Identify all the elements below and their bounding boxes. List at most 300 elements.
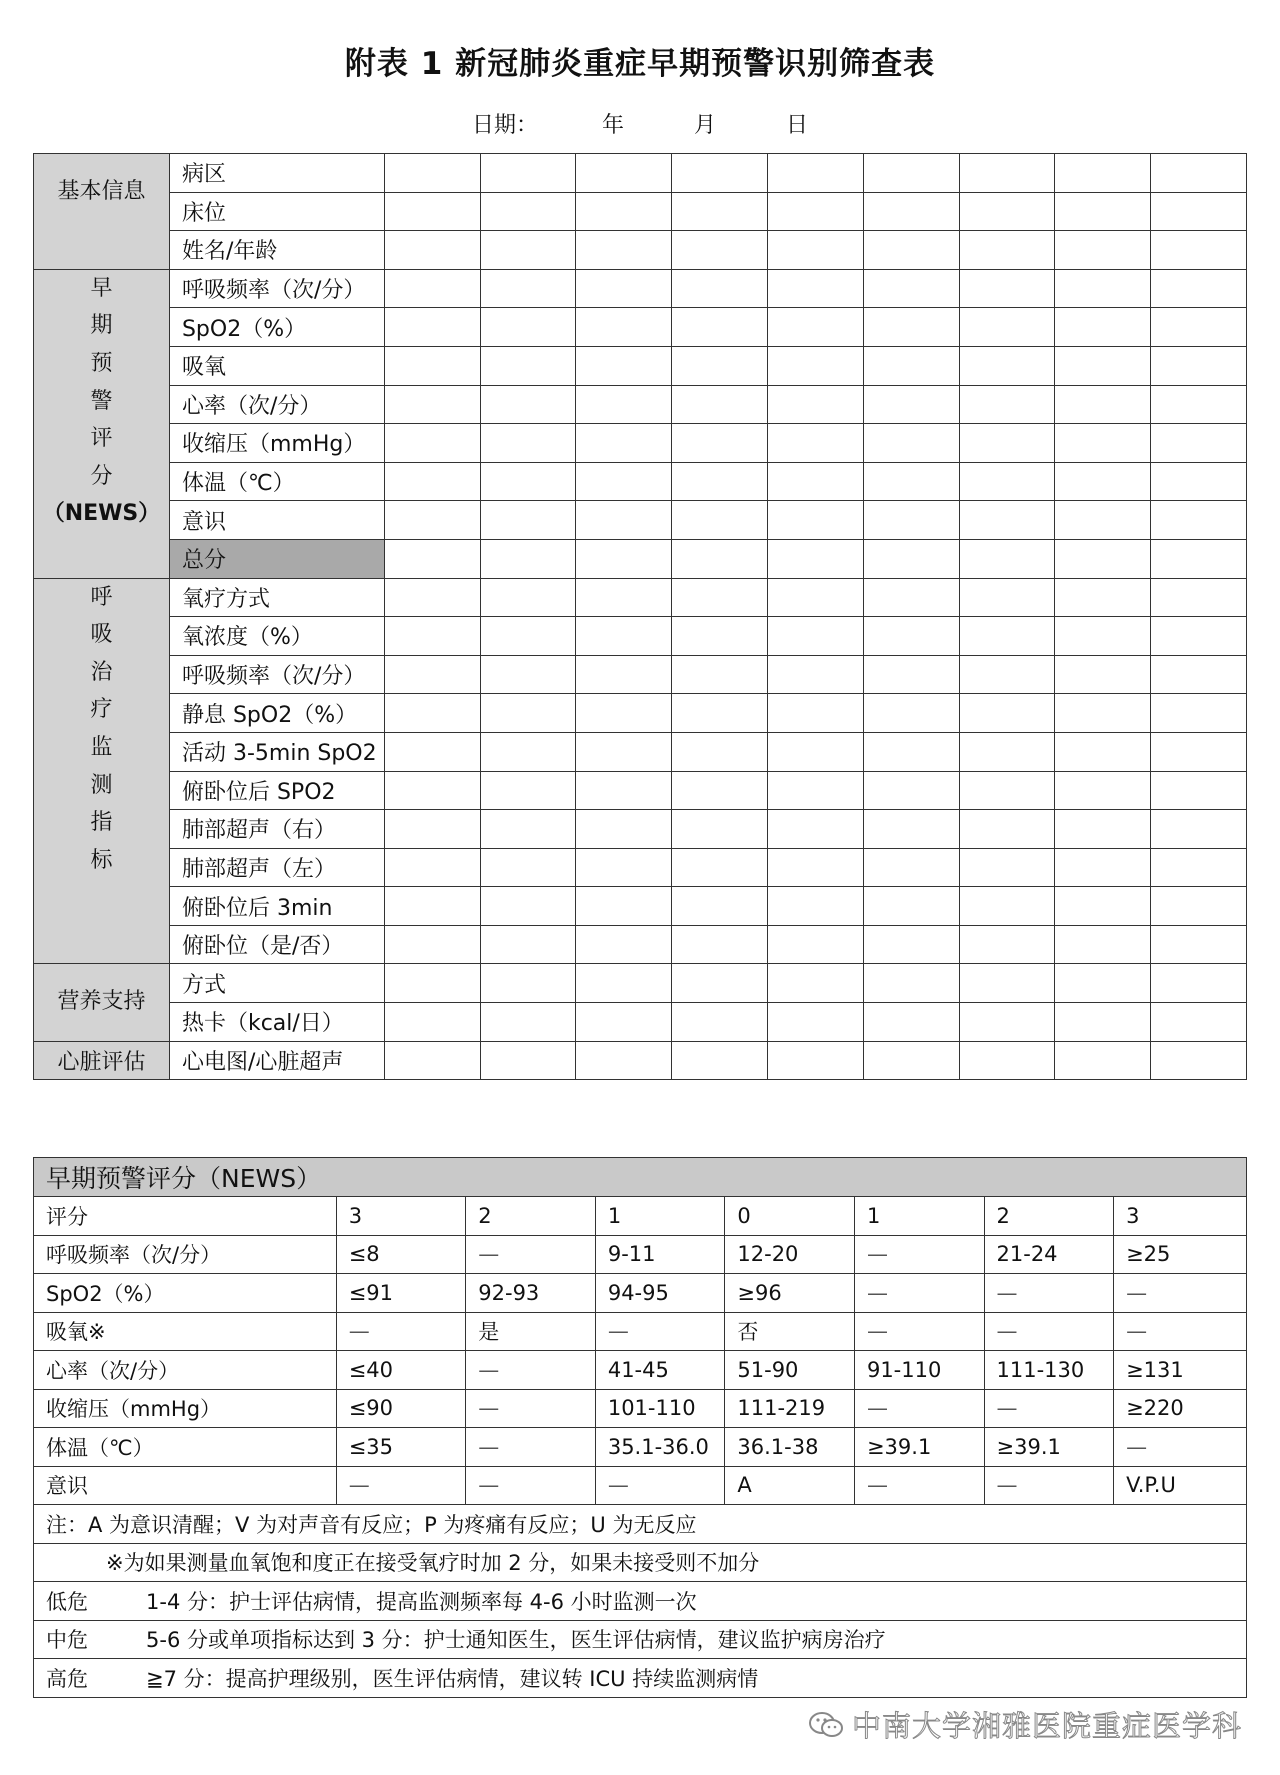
entry-cell[interactable] (1151, 154, 1247, 193)
score-cell: ≥39.1 (984, 1428, 1114, 1467)
score-cell: 92-93 (466, 1274, 596, 1313)
entry-cell[interactable] (1151, 462, 1247, 501)
entry-cell[interactable] (768, 1003, 864, 1042)
row-label: 吸氧 (169, 346, 384, 385)
entry-cell[interactable] (672, 771, 768, 810)
table-row (34, 231, 1247, 270)
entry-cell[interactable] (1055, 308, 1151, 347)
entry-cell[interactable] (1151, 694, 1247, 733)
table-row (34, 1041, 1247, 1080)
entry-cell[interactable] (863, 346, 959, 385)
entry-cell[interactable] (672, 154, 768, 193)
entry-cell[interactable] (768, 810, 864, 849)
entry-cell[interactable] (384, 424, 480, 463)
entry-cell[interactable] (384, 617, 480, 656)
entry-cell[interactable] (1055, 1041, 1151, 1080)
table-row (34, 655, 1247, 694)
entry-cell[interactable] (576, 771, 672, 810)
entry-cell[interactable] (480, 848, 576, 887)
entry-cell[interactable] (959, 269, 1055, 308)
entry-cell[interactable] (480, 617, 576, 656)
score-cell: — (336, 1466, 466, 1505)
entry-cell[interactable] (1151, 732, 1247, 771)
score-cell: ≤8 (336, 1235, 466, 1274)
entry-cell[interactable] (576, 462, 672, 501)
entry-cell[interactable] (863, 578, 959, 617)
entry-cell[interactable] (863, 424, 959, 463)
entry-cell[interactable] (672, 462, 768, 501)
entry-cell[interactable] (384, 925, 480, 964)
entry-cell[interactable] (1151, 192, 1247, 231)
entry-cell[interactable] (959, 732, 1055, 771)
entry-cell[interactable] (384, 964, 480, 1003)
entry-cell[interactable] (576, 424, 672, 463)
table-row (34, 424, 1247, 463)
entry-cell[interactable] (1055, 154, 1151, 193)
header-cell: 3 (336, 1197, 466, 1236)
entry-cell[interactable] (959, 964, 1055, 1003)
entry-cell[interactable] (576, 848, 672, 887)
entry-cell[interactable] (576, 810, 672, 849)
row-label: 心率（次/分） (169, 385, 384, 424)
section-label-char: 治 (90, 659, 113, 685)
entry-cell[interactable] (384, 771, 480, 810)
risk-level-name: 高危 (46, 1666, 88, 1691)
entry-cell[interactable] (384, 192, 480, 231)
entry-cell[interactable] (1151, 539, 1247, 578)
entry-cell[interactable] (1055, 732, 1151, 771)
entry-cell[interactable] (384, 655, 480, 694)
entry-cell[interactable] (1151, 964, 1247, 1003)
row-label: 方式 (169, 964, 384, 1003)
entry-cell[interactable] (1151, 925, 1247, 964)
entry-cell[interactable] (576, 501, 672, 540)
score-cell: — (595, 1466, 725, 1505)
entry-cell[interactable] (1151, 1003, 1247, 1042)
entry-cell[interactable] (768, 1041, 864, 1080)
entry-cell[interactable] (863, 539, 959, 578)
table-row (34, 694, 1247, 733)
entry-cell[interactable] (1055, 771, 1151, 810)
watermark-text: 中南大学湘雅医院重症医学科 (851, 1709, 1242, 1743)
entry-cell[interactable] (1055, 462, 1151, 501)
row-label: 病区 (169, 154, 384, 193)
entry-cell[interactable] (959, 694, 1055, 733)
entry-cell[interactable] (672, 539, 768, 578)
entry-cell[interactable] (959, 385, 1055, 424)
entry-cell[interactable] (768, 269, 864, 308)
entry-cell[interactable] (768, 539, 864, 578)
entry-cell[interactable] (480, 269, 576, 308)
table-row (34, 1158, 1247, 1197)
score-cell: 9-11 (595, 1235, 725, 1274)
entry-cell[interactable] (768, 385, 864, 424)
entry-cell[interactable] (384, 848, 480, 887)
entry-cell[interactable] (959, 1003, 1055, 1042)
table-row (34, 1428, 1247, 1467)
entry-cell[interactable] (863, 617, 959, 656)
entry-cell[interactable] (768, 887, 864, 926)
entry-cell[interactable] (1055, 617, 1151, 656)
entry-cell[interactable] (480, 771, 576, 810)
row-label: 呼吸频率（次/分） (34, 1235, 337, 1274)
entry-cell[interactable] (480, 192, 576, 231)
entry-cell[interactable] (959, 578, 1055, 617)
entry-cell[interactable] (1151, 771, 1247, 810)
entry-cell[interactable] (384, 578, 480, 617)
score-cell: 是 (466, 1312, 596, 1351)
entry-cell[interactable] (576, 269, 672, 308)
entry-cell[interactable] (959, 655, 1055, 694)
entry-cell[interactable] (480, 501, 576, 540)
entry-cell[interactable] (480, 655, 576, 694)
score-cell: — (466, 1351, 596, 1390)
entry-cell[interactable] (1151, 501, 1247, 540)
entry-cell[interactable] (672, 1041, 768, 1080)
entry-cell[interactable] (672, 385, 768, 424)
score-cell: — (466, 1466, 596, 1505)
entry-cell[interactable] (576, 694, 672, 733)
entry-cell[interactable] (768, 424, 864, 463)
news-table-title: 早期预警评分（NEWS） (34, 1158, 1247, 1197)
score-cell: 否 (725, 1312, 855, 1351)
section-label (34, 269, 170, 578)
entry-cell[interactable] (959, 192, 1055, 231)
entry-cell[interactable] (480, 385, 576, 424)
row-label: SpO2（%） (169, 308, 384, 347)
entry-cell[interactable] (576, 231, 672, 270)
entry-cell[interactable] (1055, 694, 1151, 733)
entry-cell[interactable] (672, 655, 768, 694)
entry-cell[interactable] (1055, 964, 1151, 1003)
entry-cell[interactable] (384, 385, 480, 424)
entry-cell[interactable] (1055, 887, 1151, 926)
score-cell: 36.1-38 (725, 1428, 855, 1467)
entry-cell[interactable] (480, 346, 576, 385)
header-cell: 评分 (34, 1197, 337, 1236)
entry-cell[interactable] (768, 732, 864, 771)
section-label-char: 疗 (90, 697, 113, 723)
score-cell: — (1114, 1428, 1247, 1467)
entry-cell[interactable] (384, 1003, 480, 1042)
entry-cell[interactable] (863, 231, 959, 270)
row-label: 肺部超声（右） (169, 810, 384, 849)
entry-cell[interactable] (480, 694, 576, 733)
score-cell: — (854, 1389, 984, 1428)
entry-cell[interactable] (863, 771, 959, 810)
table-row (34, 617, 1247, 656)
entry-cell[interactable] (480, 539, 576, 578)
entry-cell[interactable] (480, 887, 576, 926)
score-cell: 111-130 (984, 1351, 1114, 1390)
table-row (34, 539, 1247, 578)
entry-cell[interactable] (959, 154, 1055, 193)
entry-cell[interactable] (863, 269, 959, 308)
header-cell: 2 (984, 1197, 1114, 1236)
row-label: 静息 SpO2（%） (169, 694, 384, 733)
entry-cell[interactable] (384, 308, 480, 347)
entry-cell[interactable] (768, 192, 864, 231)
entry-cell[interactable] (959, 424, 1055, 463)
entry-cell[interactable] (768, 578, 864, 617)
entry-cell[interactable] (768, 617, 864, 656)
entry-cell[interactable] (480, 578, 576, 617)
entry-cell[interactable] (863, 964, 959, 1003)
entry-cell[interactable] (576, 925, 672, 964)
entry-cell[interactable] (672, 501, 768, 540)
entry-cell[interactable] (863, 1041, 959, 1080)
entry-cell[interactable] (959, 848, 1055, 887)
entry-cell[interactable] (863, 501, 959, 540)
entry-cell[interactable] (576, 732, 672, 771)
entry-cell[interactable] (959, 771, 1055, 810)
entry-cell[interactable] (672, 1003, 768, 1042)
entry-cell[interactable] (959, 308, 1055, 347)
entry-cell[interactable] (768, 848, 864, 887)
entry-cell[interactable] (863, 694, 959, 733)
entry-cell[interactable] (384, 231, 480, 270)
entry-cell[interactable] (480, 1003, 576, 1042)
entry-cell[interactable] (959, 887, 1055, 926)
entry-cell[interactable] (672, 578, 768, 617)
table-row (34, 1543, 1247, 1582)
table-row (34, 501, 1247, 540)
score-cell: — (854, 1466, 984, 1505)
entry-cell[interactable] (768, 925, 864, 964)
entry-cell[interactable] (1055, 925, 1151, 964)
entry-cell[interactable] (1055, 848, 1151, 887)
table-row (34, 771, 1247, 810)
table-row (34, 462, 1247, 501)
score-cell: 35.1-36.0 (595, 1428, 725, 1467)
entry-cell[interactable] (384, 462, 480, 501)
section-label-char: 分 (90, 463, 113, 489)
entry-cell[interactable] (863, 887, 959, 926)
row-label: SpO2（%） (34, 1274, 337, 1313)
entry-cell[interactable] (959, 501, 1055, 540)
screening-table (33, 153, 1247, 1080)
score-cell: — (854, 1274, 984, 1313)
score-cell: ≥131 (1114, 1351, 1247, 1390)
entry-cell[interactable] (672, 424, 768, 463)
note-text: 注：A 为意识清醒；V 为对声音有反应；P 为疼痛有反应；U 为无反应 (46, 1512, 697, 1537)
entry-cell[interactable] (576, 964, 672, 1003)
entry-cell[interactable] (672, 887, 768, 926)
entry-cell[interactable] (1151, 887, 1247, 926)
entry-cell[interactable] (1055, 346, 1151, 385)
entry-cell[interactable] (672, 346, 768, 385)
row-label: 收缩压（mmHg） (34, 1389, 337, 1428)
entry-cell[interactable] (672, 810, 768, 849)
entry-cell[interactable] (672, 964, 768, 1003)
section-label-char: 指 (90, 810, 113, 836)
entry-cell[interactable] (863, 925, 959, 964)
entry-cell[interactable] (384, 269, 480, 308)
entry-cell[interactable] (1151, 346, 1247, 385)
entry-cell[interactable] (384, 346, 480, 385)
entry-cell[interactable] (672, 231, 768, 270)
entry-cell[interactable] (768, 694, 864, 733)
table-row (34, 732, 1247, 771)
entry-cell[interactable] (959, 810, 1055, 849)
entry-cell[interactable] (863, 848, 959, 887)
entry-cell[interactable] (863, 1003, 959, 1042)
date-line (0, 108, 1280, 139)
entry-cell[interactable] (768, 655, 864, 694)
entry-cell[interactable] (1055, 501, 1151, 540)
entry-cell[interactable] (576, 887, 672, 926)
entry-cell[interactable] (384, 154, 480, 193)
entry-cell[interactable] (672, 617, 768, 656)
entry-cell[interactable] (480, 925, 576, 964)
score-cell: 101-110 (595, 1389, 725, 1428)
entry-cell[interactable] (1055, 269, 1151, 308)
date-year: 年 (601, 113, 624, 138)
entry-cell[interactable] (672, 694, 768, 733)
entry-cell[interactable] (768, 346, 864, 385)
entry-cell[interactable] (384, 694, 480, 733)
entry-cell[interactable] (576, 1041, 672, 1080)
header-cell: 2 (466, 1197, 596, 1236)
entry-cell[interactable] (959, 617, 1055, 656)
entry-cell[interactable] (959, 231, 1055, 270)
entry-cell[interactable] (480, 964, 576, 1003)
entry-cell[interactable] (863, 192, 959, 231)
entry-cell[interactable] (863, 655, 959, 694)
row-label: 氧疗方式 (169, 578, 384, 617)
entry-cell[interactable] (768, 154, 864, 193)
row-label: 收缩压（mmHg） (169, 424, 384, 463)
entry-cell[interactable] (1055, 655, 1151, 694)
entry-cell[interactable] (384, 539, 480, 578)
score-cell: 21-24 (984, 1235, 1114, 1274)
entry-cell[interactable] (768, 462, 864, 501)
entry-cell[interactable] (1055, 539, 1151, 578)
entry-cell[interactable] (863, 462, 959, 501)
entry-cell[interactable] (384, 810, 480, 849)
entry-cell[interactable] (863, 385, 959, 424)
entry-cell[interactable] (1055, 578, 1151, 617)
entry-cell[interactable] (1151, 655, 1247, 694)
table-row (34, 1003, 1247, 1042)
entry-cell[interactable] (384, 501, 480, 540)
entry-cell[interactable] (863, 810, 959, 849)
entry-cell[interactable] (1055, 1003, 1151, 1042)
entry-cell[interactable] (1055, 424, 1151, 463)
table-row (34, 1466, 1247, 1505)
table-row (34, 578, 1247, 617)
section-label-char: 呼 (90, 584, 113, 610)
risk-level-name: 低危 (46, 1589, 88, 1614)
table-row (34, 385, 1247, 424)
entry-cell[interactable] (576, 578, 672, 617)
entry-cell[interactable] (1055, 231, 1151, 270)
entry-cell[interactable] (480, 308, 576, 347)
entry-cell[interactable] (576, 308, 672, 347)
entry-cell[interactable] (576, 617, 672, 656)
entry-cell[interactable] (1151, 308, 1247, 347)
score-cell: — (1114, 1274, 1247, 1313)
entry-cell[interactable] (672, 192, 768, 231)
entry-cell[interactable] (576, 655, 672, 694)
entry-cell[interactable] (576, 154, 672, 193)
entry-cell[interactable] (959, 925, 1055, 964)
entry-cell[interactable] (959, 539, 1055, 578)
entry-cell[interactable] (959, 346, 1055, 385)
entry-cell[interactable] (672, 308, 768, 347)
entry-cell[interactable] (863, 732, 959, 771)
entry-cell[interactable] (1055, 810, 1151, 849)
entry-cell[interactable] (1055, 192, 1151, 231)
entry-cell[interactable] (480, 732, 576, 771)
entry-cell[interactable] (768, 308, 864, 347)
row-label: 体温（℃） (34, 1428, 337, 1467)
entry-cell[interactable] (1151, 848, 1247, 887)
score-cell: — (984, 1312, 1114, 1351)
score-cell: 12-20 (725, 1235, 855, 1274)
entry-cell[interactable] (863, 308, 959, 347)
row-label: 热卡（kcal/日） (169, 1003, 384, 1042)
entry-cell[interactable] (863, 154, 959, 193)
entry-cell[interactable] (480, 1041, 576, 1080)
entry-cell[interactable] (1151, 1041, 1247, 1080)
risk-level-text: 5-6 分或单项指标达到 3 分：护士通知医生，医生评估病情，建议监护病房治疗 (146, 1628, 886, 1653)
entry-cell[interactable] (1151, 269, 1247, 308)
entry-cell[interactable] (768, 501, 864, 540)
entry-cell[interactable] (1055, 385, 1151, 424)
entry-cell[interactable] (672, 732, 768, 771)
entry-cell[interactable] (480, 810, 576, 849)
entry-cell[interactable] (1151, 810, 1247, 849)
entry-cell[interactable] (480, 231, 576, 270)
entry-cell[interactable] (768, 964, 864, 1003)
entry-cell[interactable] (576, 192, 672, 231)
entry-cell[interactable] (959, 1041, 1055, 1080)
header-cell: 3 (1114, 1197, 1247, 1236)
entry-cell[interactable] (576, 346, 672, 385)
row-label: 意识 (34, 1466, 337, 1505)
entry-cell[interactable] (384, 887, 480, 926)
header-cell: 1 (854, 1197, 984, 1236)
table-row (34, 1505, 1247, 1544)
entry-cell[interactable] (480, 154, 576, 193)
score-cell: 41-45 (595, 1351, 725, 1390)
risk-level-name: 中危 (46, 1628, 88, 1653)
entry-cell[interactable] (1151, 617, 1247, 656)
entry-cell[interactable] (959, 462, 1055, 501)
entry-cell[interactable] (672, 848, 768, 887)
entry-cell[interactable] (1151, 231, 1247, 270)
entry-cell[interactable] (1151, 424, 1247, 463)
risk-level-cell (34, 1659, 1247, 1698)
score-cell: A (725, 1466, 855, 1505)
entry-cell[interactable] (480, 424, 576, 463)
entry-cell[interactable] (384, 1041, 480, 1080)
entry-cell[interactable] (672, 925, 768, 964)
entry-cell[interactable] (576, 385, 672, 424)
entry-cell[interactable] (384, 732, 480, 771)
entry-cell[interactable] (672, 269, 768, 308)
entry-cell[interactable] (768, 771, 864, 810)
table-row (34, 192, 1247, 231)
entry-cell[interactable] (1151, 578, 1247, 617)
row-label: 心率（次/分） (34, 1351, 337, 1390)
entry-cell[interactable] (576, 1003, 672, 1042)
entry-cell[interactable] (576, 539, 672, 578)
entry-cell[interactable] (480, 462, 576, 501)
entry-cell[interactable] (768, 231, 864, 270)
entry-cell[interactable] (1151, 385, 1247, 424)
